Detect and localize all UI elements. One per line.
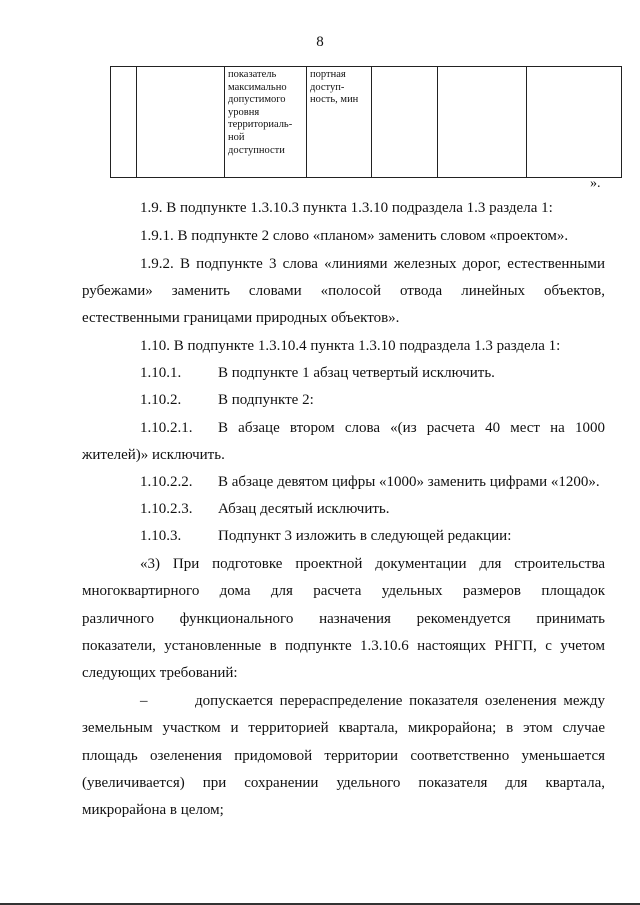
- bullet-text: допускается перераспределение показателя озеленения между: [195, 693, 605, 709]
- item-number: 1.10.1.: [140, 365, 182, 381]
- table-cell-accessibility: портная доступ-ность, мин: [307, 67, 372, 178]
- table-cell: [372, 67, 438, 178]
- dash-marker: –: [140, 693, 148, 709]
- table-cell: [527, 67, 622, 178]
- item-text: В подпункте 2:: [218, 392, 314, 408]
- paragraph-1-10-2-3: [140, 501, 390, 518]
- item-number: 1.10.2.2.: [140, 474, 193, 490]
- table-cell-indicator: показатель максимально допустимого уровня территориаль-ной доступности: [225, 67, 307, 178]
- quote-line-2: многоквартирного дома для расчета удельных размеров площадок: [82, 583, 605, 599]
- closing-quote: ».: [590, 176, 601, 191]
- table-cell: [111, 67, 137, 178]
- table-cell: [438, 67, 527, 178]
- paragraph-1-10-3: [140, 528, 511, 545]
- item-number: 1.10.2.: [140, 392, 182, 408]
- paragraph-1-9: 1.9. В подпункте 1.3.10.3 пункта 1.3.10 подраздела 1.3 раздела 1:: [140, 200, 553, 216]
- paragraph-1-10-2: [140, 392, 314, 409]
- bullet-line-3: площадь озеленения придомовой территории соответственно уменьшается: [82, 748, 605, 764]
- bullet-line-4: (увеличивается) при сохранении удельного показателя для квартала,: [82, 775, 605, 791]
- paragraph-1-10-2-1-cont: жителей)» исключить.: [82, 447, 225, 463]
- paragraph-1-10-2-2: [140, 474, 600, 491]
- table-fragment: [110, 66, 622, 178]
- table-cell: [137, 67, 225, 178]
- item-text: Абзац десятый исключить.: [218, 501, 390, 517]
- bullet-line-5: микрорайона в целом;: [82, 802, 224, 818]
- paragraph-1-10-1: [140, 365, 495, 382]
- quote-line-1: «3) При подготовке проектной документации для строительства: [140, 556, 605, 572]
- paragraph-1-10-2-1: [140, 420, 605, 437]
- item-number: 1.10.2.1.: [140, 420, 193, 436]
- paragraph-1-10: 1.10. В подпункте 1.3.10.4 пункта 1.3.10 подраздела 1.3 раздела 1:: [140, 338, 561, 354]
- paragraph-1-9-2-line-1: 1.9.2. В подпункте 3 слова «линиями железных дорог, естественными: [140, 256, 605, 272]
- item-number: 1.10.2.3.: [140, 501, 193, 517]
- paragraph-1-9-2-line-2: рубежами» заменить словами «полосой отвода линейных объектов,: [82, 283, 605, 299]
- table-row: [111, 67, 622, 178]
- bullet-line-1: [140, 693, 605, 710]
- item-text: Подпункт 3 изложить в следующей редакции:: [218, 528, 512, 544]
- item-text: В абзаце втором слова «(из расчета 40 мест на 1000: [218, 420, 605, 436]
- paragraph-1-9-2-line-3: естественными границами природных объектов».: [82, 310, 400, 326]
- bullet-line-2: земельным участком и территорией квартала, микрорайона; в этом случае: [82, 720, 605, 736]
- page-number: 8: [316, 34, 324, 50]
- quote-line-3: различного функционального назначения рекомендуется принимать: [82, 611, 605, 627]
- item-text: В подпункте 1 абзац четвертый исключить.: [218, 365, 495, 381]
- quote-line-4: показатели, установленные в подпункте 1.3.10.6 настоящих РНГП, с учетом: [82, 638, 605, 654]
- item-text: В абзаце девятом цифры «1000» заменить цифрами «1200».: [218, 474, 600, 490]
- paragraph-1-9-1: 1.9.1. В подпункте 2 слово «планом» заменить словом «проектом».: [140, 228, 569, 244]
- item-number: 1.10.3.: [140, 528, 182, 544]
- quote-line-5: следующих требований:: [82, 665, 238, 681]
